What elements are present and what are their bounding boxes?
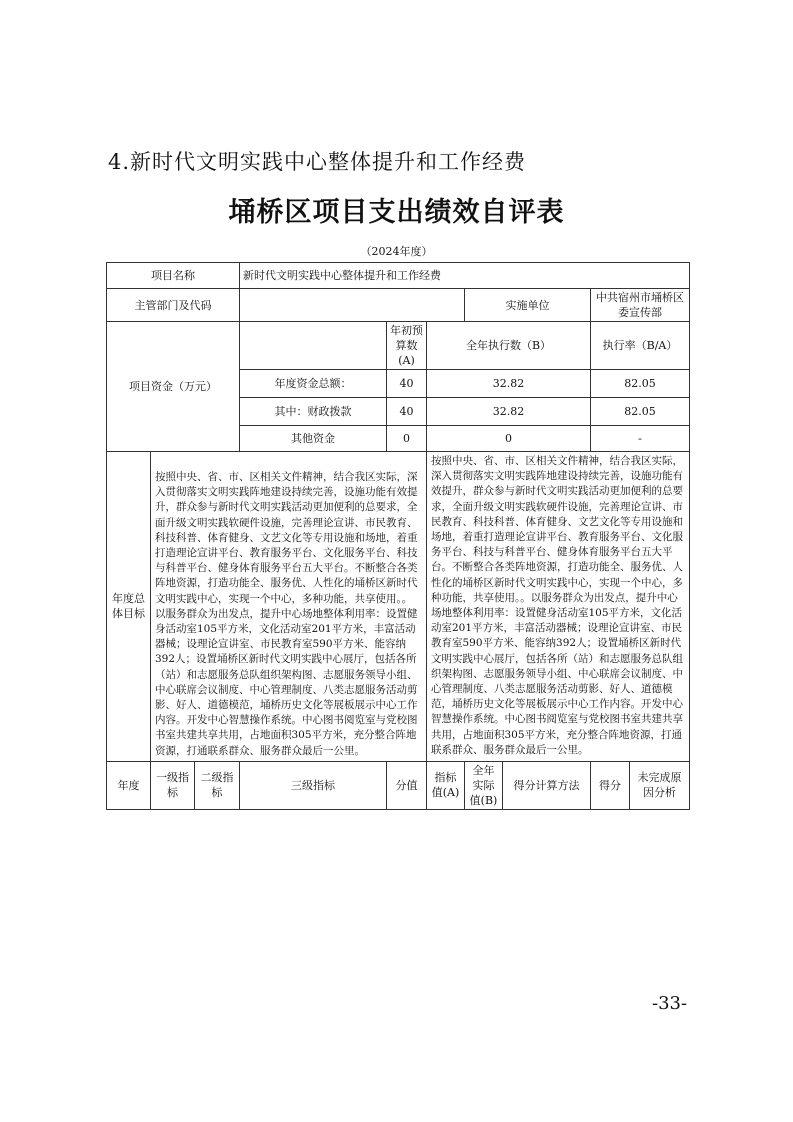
goal-actual: 按照中央、省、市、区相关文件精神，结合我区实际，深入贯彻落实文明实践阵地建设持续完善，设施功能有效提升，群众参与新时代文明实践活动更加便利的总要求，全面升级文明实践软硬件设施，完善理论宣讲、市民教育、科技科普、体育健身、文艺文化等专用设施和场地，着重打造理论宣讲平台、教育服务平台、文化服务平台、科技与科普平台、健身体育服务平台五大平台。不断整合各类阵地资源，打造功能全、服务优、人性化的埇桥区新时代文明实践中心，实现一个中心，多种功能，共享使用。。以服务群众为出发点，提升中心场地整体利用率：设置健身活动室105平方米，文化活动室201平方米，丰富活动器械；设理论宣讲室、市民教育室590平方米、能容纳392人；设置埇桥区新时代文明实践中心展厅，包括各所（站）和志愿服务总队组织架构图、志愿服务领导小组、中心联席会议制度、中心管理制度、八类志愿服务活动剪影、好人、道德模范，埇桥历史文化等展板展示中心工作内容。开发中心智慧操作系统。中心图书阅览室与党校图书室共建共享共用，占地面积305平方米，充分整合阵地资源，打通联系群众、服务群众最后一公里。 [427,452,690,762]
funds-label: 项目资金（万元） [107,322,240,452]
funds-row-budget: 40 [387,370,427,398]
header-indicator-value: 指标值(A) [427,761,465,809]
goal-label: 年度总体目标 [107,452,151,762]
evaluation-table [106,262,690,810]
funds-row-executed: 32.82 [427,370,591,398]
project-name-value: 新时代文明实践中心整体提升和工作经费 [240,263,690,289]
funds-row-rate: 82.05 [591,370,690,398]
header-reason: 未完成原因分析 [630,761,690,809]
section-heading: 4.新时代文明实践中心整体提升和工作经费 [108,150,527,174]
header-year: 年度 [107,761,151,809]
funds-header-blank [240,322,387,370]
dept-label: 主管部门及代码 [107,289,240,322]
row-indicator-headers [107,761,690,809]
funds-row-budget: 40 [387,398,427,426]
header-score: 得分 [591,761,630,809]
header-level1: 一级指标 [151,761,195,809]
impl-unit-label: 实施单位 [465,289,591,322]
header-score-value: 分值 [387,761,427,809]
header-level2: 二级指标 [195,761,240,809]
col-rate-header: 执行率（B/A） [591,322,690,370]
year-note: （2024年度） [360,245,433,258]
funds-row-budget: 0 [387,426,427,452]
project-name-label: 项目名称 [107,263,240,289]
row-department [107,289,690,322]
page-number: -33- [652,993,688,1014]
col-executed-header: 全年执行数（B） [427,322,591,370]
header-level3: 三级指标 [240,761,387,809]
goal-planned: 按照中央、省、市、区相关文件精神，结合我区实际，深入贯彻落实文明实践阵地建设持续完善，设施功能有效提升，群众参与新时代文明实践活动更加便利的总要求，全面升级文明实践软硬件设施，完善理论宣讲、市民教育、科技科普、体育健身、文艺文化等专用设施和场地，着重打造理论宣讲平台、教育服务平台、文化服务平台、科技与科普平台、健身体育服务平台五大平台。不断整合各类阵地资源，打造功能全、服务优、人性化的埇桥区新时代文明实践中心，实现一个中心，多种功能，共享使用。。以服务群众为出发点，提升中心场地整体利用率：设置健身活动室105平方米，文化活动室201平方米，丰富活动器械；设理论宣讲室、市民教育室590平方米、能容纳392人；设置埇桥区新时代文明实践中心展厅，包括各所（站）和志愿服务总队组织架构图、志愿服务领导小组、中心联席会议制度、中心管理制度、八类志愿服务活动剪影、好人、道德模范，埇桥历史文化等展板展示中心工作内容。开发中心智慧操作系统。中心图书阅览室与党校图书室共建共享共用，占地面积305平方米，充分整合阵地资源，打通联系群众、服务群众最后一公里。 [151,452,427,762]
col-budget-header: 年初预算数(A) [387,322,427,370]
impl-unit-value: 中共宿州市埇桥区委宣传部 [591,289,690,322]
row-annual-goal [107,452,690,762]
funds-row-label: 年度资金总额： [240,370,387,398]
form-title: 埇桥区项目支出绩效自评表 [228,197,565,228]
funds-row-executed: 32.82 [427,398,591,426]
funds-row-label: 其中：财政拨款 [240,398,387,426]
header-actual-value: 全年实际值(B) [465,761,503,809]
funds-row-rate: 82.05 [591,398,690,426]
funds-row-label: 其他资金 [240,426,387,452]
header-score-method: 得分计算方法 [503,761,591,809]
row-project-name [107,263,690,289]
row-funds-header [107,322,690,370]
funds-row-rate: - [591,426,690,452]
funds-row-executed: 0 [427,426,591,452]
dept-value [240,289,465,322]
